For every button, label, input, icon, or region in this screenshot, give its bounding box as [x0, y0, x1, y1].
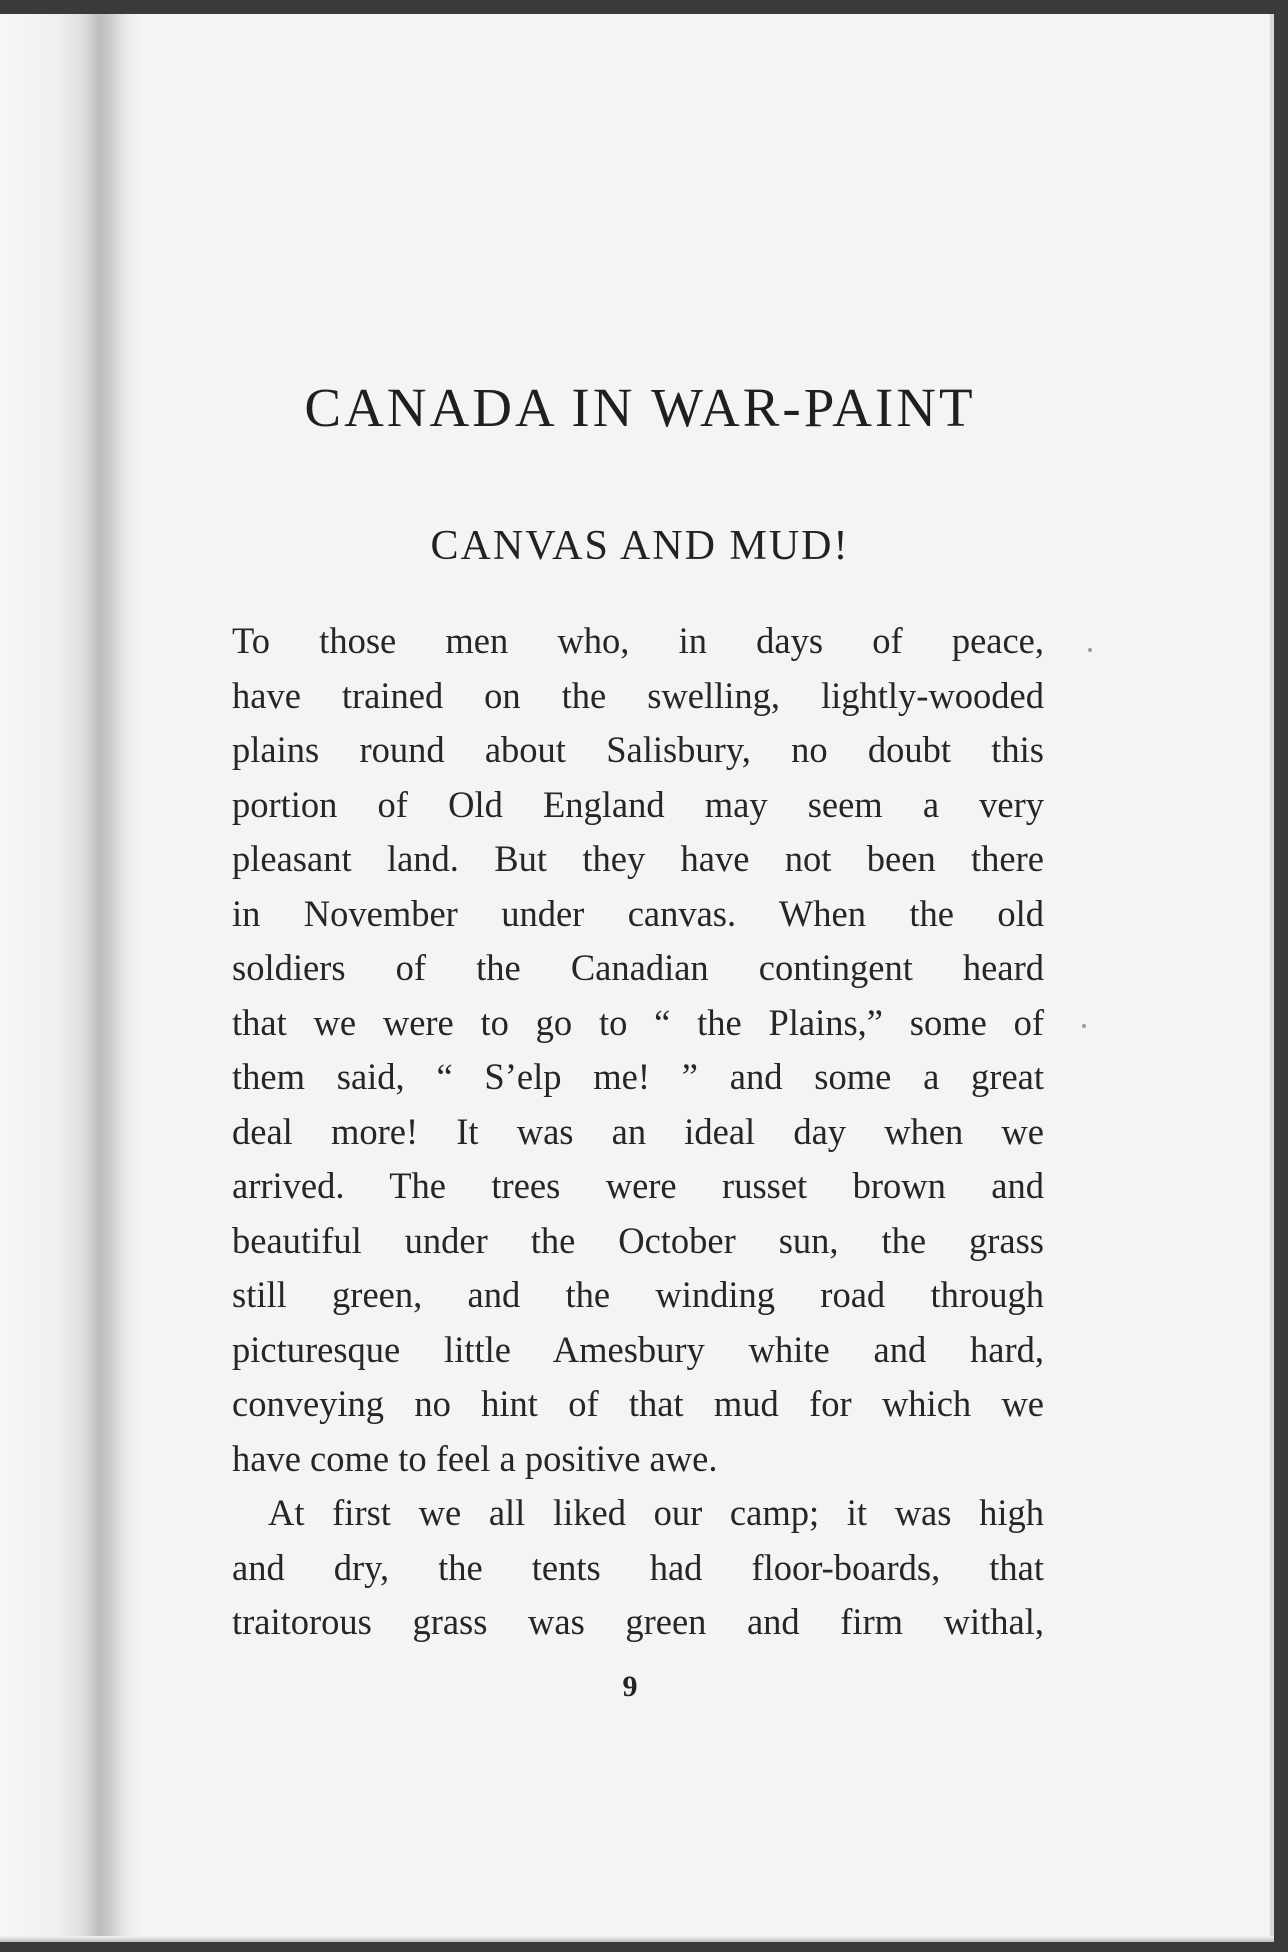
page-bottom-edge — [0, 1936, 1274, 1942]
text-line: have trained on the swelling, lightly-wooded — [232, 674, 1044, 716]
text-line: soldiers of the Canadian contingent heard — [232, 947, 1044, 988]
text-line: still green, and the winding road through — [232, 1274, 1044, 1315]
text-line: beautiful under the October sun, the grass — [232, 1219, 1044, 1261]
text-line: pleasant land. But they have not been there — [232, 838, 1044, 879]
page-right-edge — [1270, 14, 1274, 1942]
text-line: them said, “ S’elp me! ” and some a great — [232, 1056, 1044, 1097]
chapter-title: CANVAS AND MUD! — [430, 523, 850, 569]
text-line: At first we all liked our camp; it was high — [268, 1492, 1044, 1533]
text-line: and dry, the tents had floor-boards, that — [232, 1546, 1044, 1588]
paper-speck — [1088, 648, 1092, 652]
text-line: plains round about Salisbury, no doubt this — [232, 729, 1044, 770]
text-line: have come to feel a positive awe. — [232, 1437, 718, 1479]
paragraph-1 — [232, 614, 1044, 1486]
text-line: in November under canvas. When the old — [232, 892, 1044, 934]
text-line: traitorous grass was green and firm withal, — [232, 1601, 1044, 1642]
text-line: arrived. The trees were russet brown and — [232, 1165, 1044, 1206]
body-text — [232, 614, 1044, 1650]
book-spine-shadow — [0, 14, 140, 1942]
text-line: conveying no hint of that mud for which we — [232, 1383, 1044, 1424]
paper-speck — [1082, 1024, 1086, 1028]
book-page — [0, 14, 1274, 1942]
text-line: deal more! It was an ideal day when we — [232, 1110, 1044, 1152]
text-line: To those men who, in days of peace, — [232, 620, 1044, 661]
page-number: 9 — [622, 1670, 638, 1703]
book-title: CANADA IN WAR-PAINT — [304, 377, 976, 438]
text-line: picturesque little Amesbury white and hard, — [232, 1328, 1044, 1370]
text-line: that we were to go to “ the Plains,” some of — [232, 1001, 1044, 1043]
paragraph-2 — [232, 1486, 1044, 1650]
text-line: portion of Old England may seem a very — [232, 783, 1044, 825]
